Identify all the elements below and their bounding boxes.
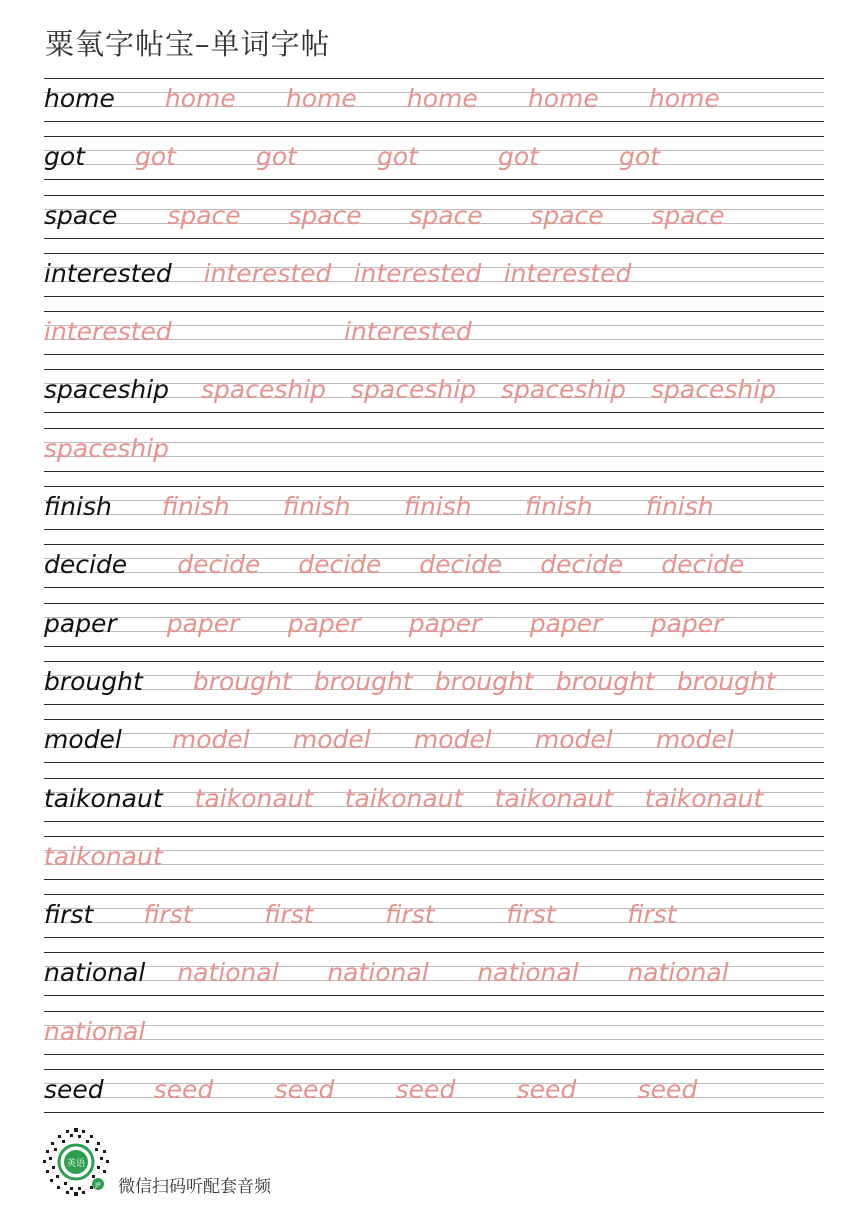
ruled-line — [44, 894, 824, 895]
footer-scan-text: 微信扫码听配套音频 — [118, 1177, 271, 1197]
practice-row — [44, 1010, 824, 1068]
trace-word: got — [134, 142, 176, 172]
trace-word: got — [497, 142, 539, 172]
trace-word: taikonaut — [194, 783, 314, 813]
trace-word: first — [385, 900, 435, 930]
ruled-line — [44, 1112, 824, 1113]
row-words — [44, 898, 824, 932]
qr-code-icon[interactable] — [40, 1126, 112, 1198]
trace-word: first — [264, 900, 314, 930]
row-words — [44, 257, 824, 291]
trace-word: paper — [408, 608, 482, 638]
ruled-line — [44, 369, 824, 370]
qr-corner-label: JP — [95, 1182, 101, 1189]
trace-word: national — [177, 958, 279, 988]
ruled-line — [44, 821, 824, 822]
trace-word: taikonaut — [644, 783, 764, 813]
ruled-line — [44, 486, 824, 487]
trace-word: brought — [676, 666, 776, 696]
ruled-line — [44, 238, 824, 239]
ruled-line — [44, 1054, 824, 1055]
ruled-line — [44, 836, 824, 837]
trace-word: interested — [44, 317, 172, 347]
ruled-line — [44, 354, 824, 355]
trace-word: model — [655, 725, 734, 755]
trace-word: model — [292, 725, 371, 755]
ruled-line — [44, 778, 824, 779]
ruled-line — [44, 952, 824, 953]
trace-word: got — [376, 142, 418, 172]
trace-word: spaceship — [351, 375, 477, 405]
ruled-line — [44, 1069, 824, 1070]
trace-word: finish — [161, 492, 230, 522]
main-word: got — [44, 142, 85, 172]
trace-word: finish — [282, 492, 351, 522]
trace-word: paper — [287, 608, 361, 638]
ruled-line — [44, 136, 824, 137]
trace-word: finish — [645, 492, 714, 522]
ruled-line — [44, 646, 824, 647]
row-words — [44, 315, 824, 349]
ruled-line — [44, 412, 824, 413]
trace-word: first — [627, 900, 677, 930]
trace-word: decide — [298, 550, 382, 580]
trace-word: taikonaut — [44, 841, 163, 871]
practice-row — [44, 310, 824, 368]
trace-word: space — [167, 200, 241, 230]
practice-row — [44, 1068, 824, 1126]
trace-word: brought — [555, 666, 655, 696]
trace-word: interested — [344, 317, 472, 347]
main-word: seed — [44, 1075, 104, 1105]
ruled-line — [44, 253, 824, 254]
practice-row — [44, 427, 824, 485]
ruled-line — [44, 937, 824, 938]
main-word: home — [44, 84, 115, 113]
trace-word: decide — [661, 550, 745, 580]
ruled-line — [44, 704, 824, 705]
row-words — [44, 1015, 824, 1049]
row-words — [44, 1073, 824, 1107]
main-word: interested — [44, 258, 172, 288]
row-words — [44, 82, 824, 116]
ruled-line — [44, 762, 824, 763]
practice-row — [44, 777, 824, 835]
practice-row — [44, 485, 824, 543]
trace-word: spaceship — [201, 375, 327, 405]
practice-row — [44, 602, 824, 660]
trace-word: spaceship — [651, 375, 777, 405]
main-word: decide — [44, 550, 128, 580]
practice-row — [44, 835, 824, 893]
trace-word: decide — [419, 550, 503, 580]
ruled-line — [44, 121, 824, 122]
row-words — [44, 607, 824, 641]
ruled-line — [44, 879, 824, 880]
trace-word: seed — [395, 1075, 456, 1105]
practice-row — [44, 252, 824, 310]
row-words — [44, 956, 824, 990]
practice-row — [44, 718, 824, 776]
practice-row — [44, 77, 824, 135]
practice-row — [44, 893, 824, 951]
trace-word: seed — [274, 1075, 335, 1105]
ruled-line — [44, 995, 824, 996]
trace-word: paper — [650, 608, 724, 638]
trace-word: home — [164, 84, 236, 113]
main-word: finish — [44, 492, 112, 522]
trace-word: home — [285, 84, 357, 113]
trace-word: brought — [434, 666, 534, 696]
trace-word: decide — [177, 550, 261, 580]
trace-word: brought — [313, 666, 413, 696]
row-words — [44, 723, 824, 757]
trace-word: national — [627, 958, 729, 988]
trace-word: seed — [516, 1075, 577, 1105]
trace-word: finish — [524, 492, 593, 522]
ruled-line — [44, 428, 824, 429]
practice-row — [44, 543, 824, 601]
trace-word: interested — [503, 258, 632, 288]
practice-row — [44, 951, 824, 1009]
main-word: spaceship — [44, 375, 170, 405]
row-words — [44, 140, 824, 174]
practice-row — [44, 368, 824, 426]
row-words — [44, 548, 824, 582]
trace-word: spaceship — [44, 433, 170, 463]
main-word: paper — [44, 608, 117, 638]
trace-word: brought — [192, 666, 292, 696]
trace-word: got — [618, 142, 660, 172]
trace-word: finish — [403, 492, 472, 522]
trace-word: paper — [529, 608, 603, 638]
trace-word: model — [534, 725, 613, 755]
main-word: first — [44, 900, 94, 930]
row-words — [44, 490, 824, 524]
ruled-line — [44, 603, 824, 604]
ruled-line — [44, 179, 824, 180]
main-word: taikonaut — [44, 783, 163, 813]
trace-word: home — [527, 84, 599, 113]
page-title: 粟氧字帖宝–单词字帖 — [45, 27, 331, 61]
practice-row — [44, 660, 824, 718]
trace-word: national — [327, 958, 429, 988]
practice-sheet — [44, 77, 824, 1126]
trace-word: space — [651, 200, 725, 230]
trace-word: national — [44, 1016, 146, 1046]
main-word: space — [44, 200, 118, 230]
ruled-line — [44, 311, 824, 312]
row-words — [44, 782, 824, 816]
trace-word: paper — [166, 608, 240, 638]
ruled-line — [44, 587, 824, 588]
trace-word: space — [288, 200, 362, 230]
trace-word: space — [530, 200, 604, 230]
trace-word: decide — [540, 550, 624, 580]
trace-word: first — [506, 900, 556, 930]
trace-word: home — [406, 84, 478, 113]
row-words — [44, 665, 824, 699]
main-word: model — [44, 725, 122, 755]
practice-row — [44, 135, 824, 193]
trace-word: national — [477, 958, 579, 988]
ruled-line — [44, 719, 824, 720]
practice-row — [44, 194, 824, 252]
trace-word: space — [409, 200, 483, 230]
ruled-line — [44, 296, 824, 297]
trace-word: taikonaut — [494, 783, 614, 813]
ruled-line — [44, 78, 824, 79]
row-words — [44, 373, 824, 407]
trace-word: spaceship — [501, 375, 627, 405]
trace-word: model — [171, 725, 250, 755]
footer — [40, 1126, 440, 1198]
trace-word: interested — [353, 258, 482, 288]
trace-word: interested — [203, 258, 332, 288]
trace-word: got — [255, 142, 297, 172]
trace-word: first — [143, 900, 193, 930]
ruled-line — [44, 544, 824, 545]
trace-word: home — [648, 84, 720, 113]
ruled-line — [44, 195, 824, 196]
ruled-line — [44, 529, 824, 530]
row-words — [44, 199, 824, 233]
row-words — [44, 432, 824, 466]
ruled-line — [44, 661, 824, 662]
main-word: national — [44, 958, 146, 988]
trace-word: seed — [637, 1075, 698, 1105]
ruled-line — [44, 1011, 824, 1012]
ruled-line — [44, 471, 824, 472]
row-words — [44, 840, 824, 874]
qr-badge-label: 英语 — [66, 1159, 86, 1169]
trace-word: taikonaut — [344, 783, 464, 813]
trace-word: seed — [153, 1075, 214, 1105]
main-word: brought — [44, 666, 143, 696]
trace-word: model — [413, 725, 492, 755]
